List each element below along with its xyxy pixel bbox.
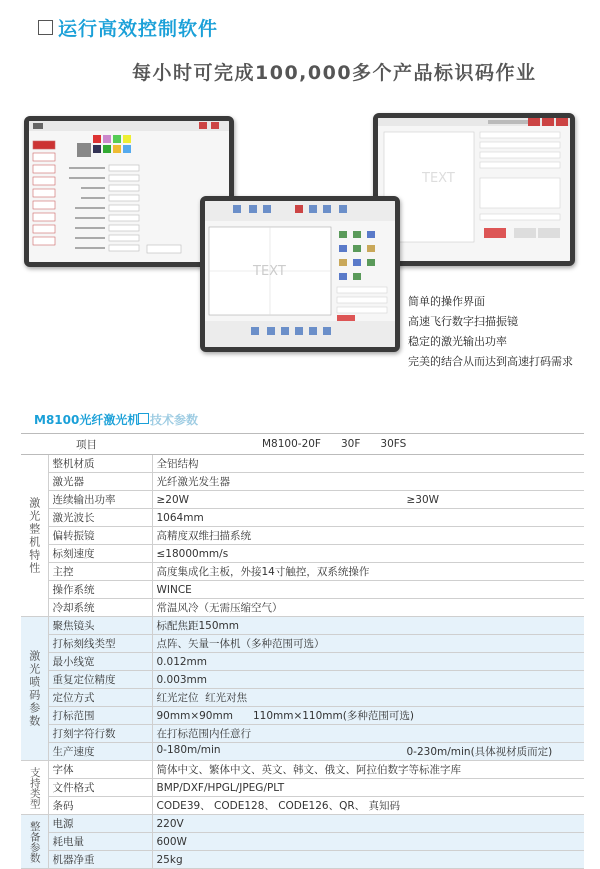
row-value: 光纤激光发生器 [152, 473, 584, 491]
row-label: 连续输出功率 [48, 491, 152, 509]
table-row [21, 617, 584, 635]
row-value: 90mm×90mm 110mm×110mm(多种范围可选) [152, 707, 584, 725]
row-label: 电源 [48, 815, 152, 833]
row-label: 激光波长 [48, 509, 152, 527]
section-title: M8100光纤激光机 [34, 413, 140, 427]
table-row [21, 563, 584, 581]
row-value: 标配焦距150mm [152, 617, 584, 635]
row-value [152, 491, 584, 509]
table-row [21, 581, 584, 599]
table-row [21, 653, 584, 671]
row-label: 重复定位精度 [48, 671, 152, 689]
settings-ui-illustration [29, 121, 229, 262]
page-subtitle: 每小时可完成100,000多个产品标识码作业 [132, 62, 537, 84]
table-row [21, 599, 584, 617]
preview-text-center: TEXT [253, 264, 286, 279]
feature-item: 稳定的激光输出功率 [408, 335, 507, 348]
table-row [21, 671, 584, 689]
group-label: 支持类型 [21, 761, 48, 815]
header-item: 项目 [21, 434, 152, 455]
row-label: 激光器 [48, 473, 152, 491]
table-row [21, 707, 584, 725]
page-title: 运行高效控制软件 [58, 18, 219, 40]
row-label: 冷却系统 [48, 599, 152, 617]
table-row [21, 797, 584, 815]
table-row [21, 635, 584, 653]
row-label: 机器净重 [48, 851, 152, 869]
table-row [21, 455, 584, 473]
row-value: 高精度双维扫描系统 [152, 527, 584, 545]
table-row [21, 491, 584, 509]
screen-editor-right [373, 113, 575, 266]
row-value: 红光定位 红光对焦 [152, 689, 584, 707]
row-value: 220V [152, 815, 584, 833]
row-value: 1064mm [152, 509, 584, 527]
preview-text-right: TEXT [422, 171, 455, 186]
group-label: 激光整机特性 [21, 455, 48, 617]
row-label: 标刻速度 [48, 545, 152, 563]
row-value: 在打标范围内任意行 [152, 725, 584, 743]
row-value: 常温风冷（无需压缩空气） [152, 599, 584, 617]
row-label: 打标范围 [48, 707, 152, 725]
row-value: CODE39、 CODE128、 CODE126、QR、 真知码 [152, 797, 584, 815]
screen-editor-center [200, 196, 400, 352]
speed-30f: 0-230m/min(具体视材质而定) [406, 746, 553, 758]
value-30f: ≥30W [406, 493, 440, 506]
row-value: BMP/DXF/HPGL/JPEG/PLT [152, 779, 584, 797]
group-label: 激光喷码参数 [21, 617, 48, 761]
row-label: 耗电量 [48, 833, 152, 851]
speed-20f: 0-180m/min [156, 744, 221, 756]
row-value: ≤18000mm/s [152, 545, 584, 563]
feature-item: 高速飞行数字扫描振镜 [408, 315, 518, 328]
table-row [21, 833, 584, 851]
value-20f: ≥20W [156, 493, 190, 506]
section-subtitle: 技术参数 [150, 413, 199, 427]
row-value [152, 743, 584, 761]
table-row [21, 725, 584, 743]
row-value: 简体中文、繁体中文、英文、韩文、俄文、阿拉伯数字等标准字库 [152, 761, 584, 779]
table-row [21, 545, 584, 563]
row-value: 600W [152, 833, 584, 851]
row-label: 文件格式 [48, 779, 152, 797]
row-label: 操作系统 [48, 581, 152, 599]
row-label: 字体 [48, 761, 152, 779]
row-label: 条码 [48, 797, 152, 815]
feature-item: 完美的结合从而达到高速打码需求 [408, 355, 573, 368]
row-value: WINCE [152, 581, 584, 599]
title-checkbox-icon [38, 20, 53, 35]
table-row [21, 743, 584, 761]
feature-item: 简单的操作界面 [408, 295, 485, 308]
table-row [21, 473, 584, 491]
table-row [21, 527, 584, 545]
row-label: 整机材质 [48, 455, 152, 473]
row-label: 生产速度 [48, 743, 152, 761]
table-row [21, 815, 584, 833]
table-row [21, 509, 584, 527]
row-value: 点阵、矢量一体机（多种范围可选） [152, 635, 584, 653]
group-label: 整备参数 [21, 815, 48, 869]
row-label: 偏转振镜 [48, 527, 152, 545]
row-label: 主控 [48, 563, 152, 581]
row-label: 打刻字符行数 [48, 725, 152, 743]
section-checkbox-icon [138, 413, 149, 424]
editor-center-illustration [205, 201, 395, 347]
row-value: 0.003mm [152, 671, 584, 689]
row-value: 25kg [152, 851, 584, 869]
row-value: 高度集成化主板，外接14寸触控，双系统操作 [152, 563, 584, 581]
row-label: 最小线宽 [48, 653, 152, 671]
row-value: 全铝结构 [152, 455, 584, 473]
row-label: 定位方式 [48, 689, 152, 707]
table-row [21, 761, 584, 779]
header-models: M8100-20F 30F 30FS [152, 434, 584, 455]
row-label: 打标刻线类型 [48, 635, 152, 653]
spec-table [21, 433, 584, 869]
table-row [21, 689, 584, 707]
table-row [21, 851, 584, 869]
editor-right-illustration [378, 118, 570, 261]
row-label: 聚焦镜头 [48, 617, 152, 635]
row-value: 0.012mm [152, 653, 584, 671]
table-row [21, 779, 584, 797]
table-header-row [21, 434, 584, 455]
